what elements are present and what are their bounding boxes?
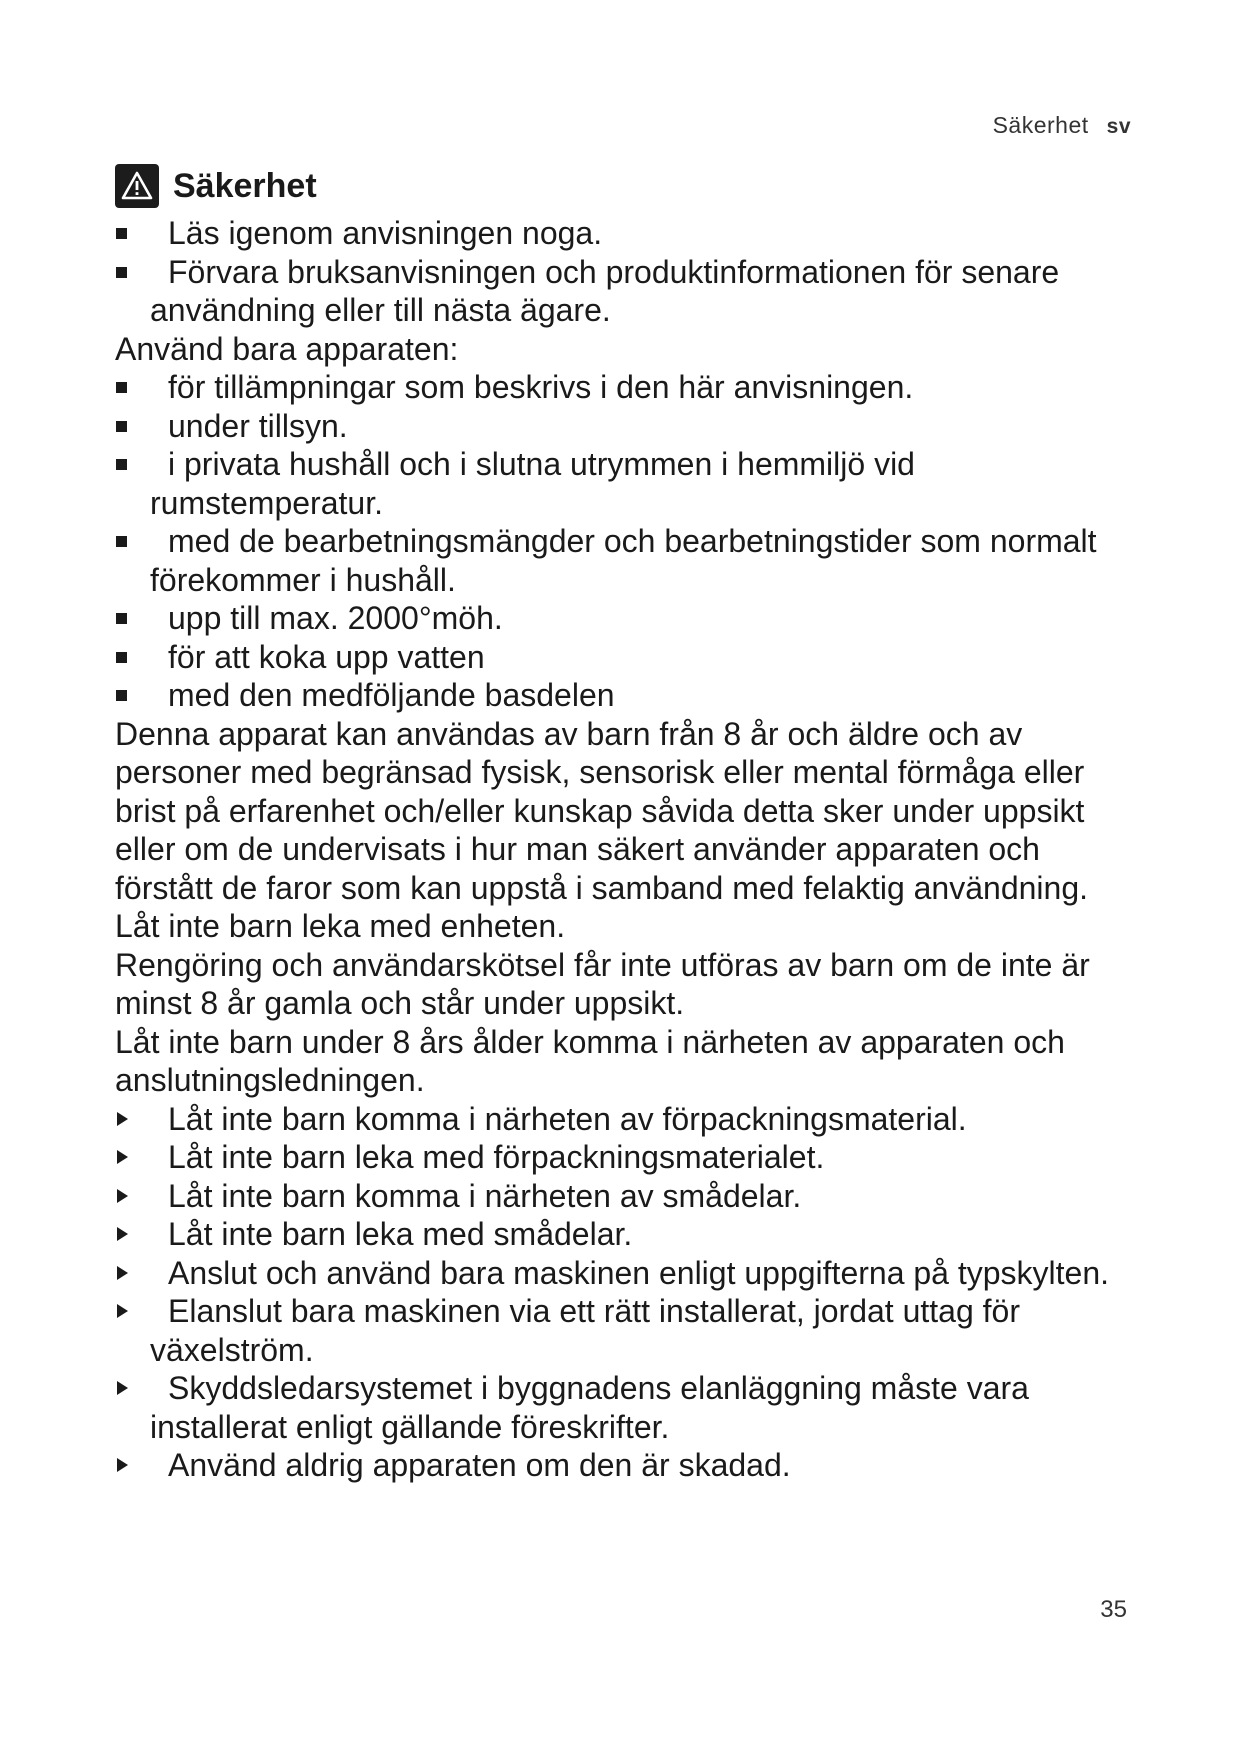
page-number: 35 [1100, 1596, 1127, 1623]
item-text: Skyddsledarsystemet i byggnadens elanläggning måste vara installerat enligt gällande föreskrifter. [150, 1370, 1029, 1445]
bullet-item [115, 214, 1135, 253]
instruction-item [115, 1369, 1135, 1446]
item-text: med de bearbetningsmängder och bearbetningstider som normalt förekommer i hushåll. [150, 523, 1097, 598]
item-text: för tillämpningar som beskrivs i den här anvisningen. [168, 369, 914, 405]
instruction-item [115, 1446, 1135, 1485]
paragraph: Använd bara apparaten: [115, 330, 459, 367]
item-text: Använd aldrig apparaten om den är skadad. [168, 1447, 791, 1483]
item-text: upp till max. 2000°möh. [168, 600, 503, 636]
item-text: under tillsyn. [168, 407, 348, 444]
header-language: sv [1106, 115, 1131, 138]
item-text: för att koka upp vatten [168, 638, 485, 675]
safety-section [115, 162, 1135, 1485]
item-text: Läs igenom anvisningen noga. [168, 215, 603, 251]
bullet-item [115, 368, 1135, 407]
paragraph: Denna apparat kan användas av barn från 8 år och äldre och av personer med begränsad fysisk, sensorisk eller mental förmåga eller brist på erfarenhet och/eller kunskap såvida detta sker under uppsikt eller om de undervisats i hur man säkert använder apparaten och förstått de faror som kan uppstå i samband med felaktig användning. [115, 715, 1088, 906]
bullet-item [115, 599, 1135, 638]
bullet-item [115, 445, 1135, 522]
item-text: Förvara bruksanvisningen och produktinformationen för senare användning eller till nästa ägare. [150, 253, 1060, 328]
instruction-item [115, 1215, 1135, 1254]
item-text: med den medföljande basdelen [168, 677, 615, 713]
item-text: Elanslut bara maskinen via ett rätt installerat, jordat uttag för växelström. [150, 1293, 1020, 1368]
instruction-item [115, 1100, 1135, 1139]
header-section: Säkerhet [992, 112, 1089, 138]
bullet-item [115, 676, 1135, 715]
paragraph: Låt inte barn under 8 års ålder komma i närheten av apparaten och anslutningsledningen. [115, 1023, 1065, 1098]
bullet-item [115, 253, 1135, 330]
instruction-item [115, 1177, 1135, 1216]
section-title [115, 162, 1135, 210]
item-text: Låt inte barn leka med förpackningsmaterialet. [168, 1139, 825, 1175]
warning-triangle-icon [115, 164, 159, 208]
running-header [993, 112, 1131, 139]
page-title: Säkerhet [173, 166, 317, 205]
bullet-item [115, 522, 1135, 599]
paragraph: Rengöring och användarskötsel får inte utföras av barn om de inte är minst 8 år gamla och står under uppsikt. [115, 946, 1090, 1021]
item-text: Låt inte barn leka med smådelar. [168, 1216, 633, 1252]
instruction-item [115, 1138, 1135, 1177]
item-text: Låt inte barn komma i närheten av förpackningsmaterial. [168, 1100, 967, 1137]
instruction-item [115, 1292, 1135, 1369]
bullet-item [115, 407, 1135, 446]
instruction-item [115, 1254, 1135, 1293]
bullet-item [115, 638, 1135, 677]
item-text: Anslut och använd bara maskinen enligt uppgifterna på typskylten. [168, 1254, 1110, 1291]
item-text: i privata hushåll och i slutna utrymmen i hemmiljö vid rumstemperatur. [150, 446, 915, 521]
paragraph: Låt inte barn leka med enheten. [115, 908, 566, 944]
item-text: Låt inte barn komma i närheten av smådelar. [168, 1177, 802, 1214]
